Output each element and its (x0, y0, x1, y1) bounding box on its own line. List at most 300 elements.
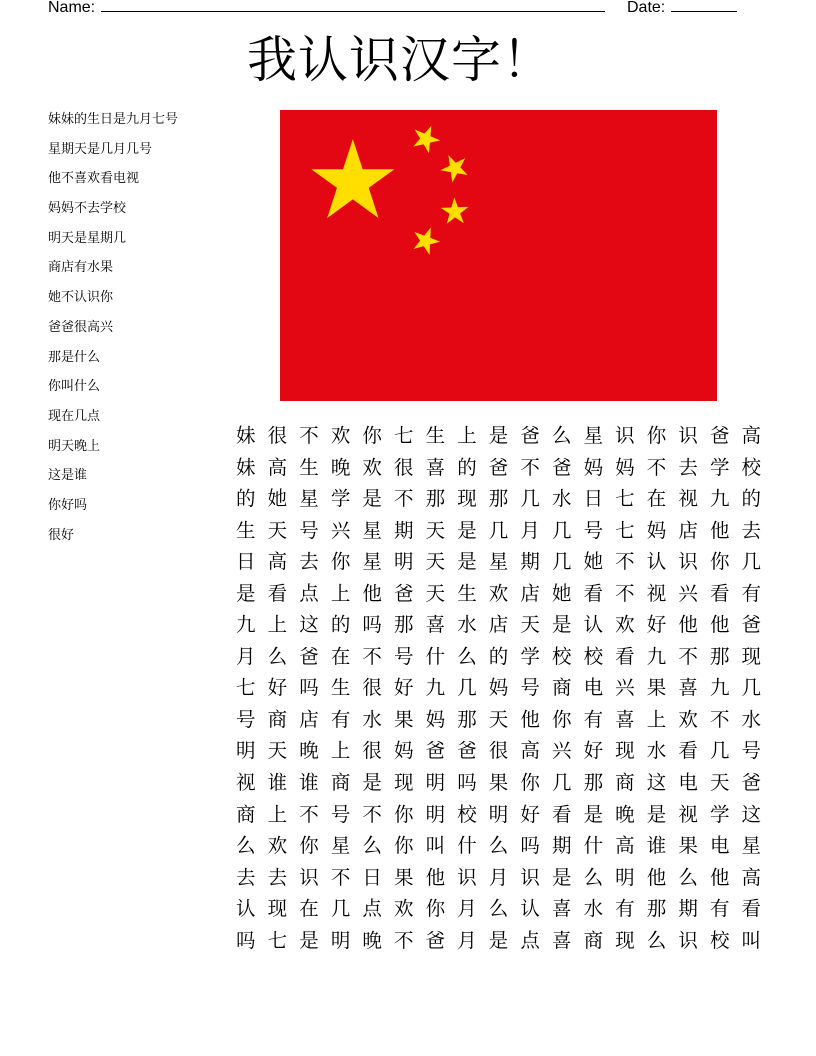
grid-cell[interactable]: 视 (236, 771, 256, 795)
grid-cell[interactable]: 认 (236, 897, 256, 921)
grid-cell[interactable]: 商 (330, 771, 351, 795)
grid-cell[interactable]: 的 (488, 644, 509, 668)
grid-cell[interactable]: 欢 (488, 581, 509, 605)
grid-cell[interactable]: 水 (583, 897, 604, 921)
grid-cell[interactable]: 晚 (299, 739, 319, 763)
grid-cell[interactable]: 爸 (709, 424, 730, 447)
grid-cell[interactable]: 的 (236, 487, 256, 511)
grid-cell[interactable]: 妈 (488, 676, 509, 700)
grid-cell[interactable]: 生 (330, 676, 351, 700)
grid-cell[interactable]: 商 (236, 802, 256, 826)
grid-cell[interactable]: 期 (520, 550, 540, 574)
grid-cell[interactable]: 么 (267, 644, 288, 668)
grid-cell[interactable]: 学 (709, 455, 730, 479)
grid-cell[interactable]: 七 (615, 518, 635, 542)
grid-cell[interactable]: 不 (520, 455, 540, 479)
grid-cell[interactable]: 星 (488, 550, 509, 574)
grid-cell[interactable]: 那 (488, 487, 509, 511)
grid-cell[interactable]: 点 (299, 581, 319, 605)
grid-cell[interactable]: 生 (236, 518, 256, 542)
grid-cell[interactable]: 九 (425, 676, 446, 700)
grid-cell[interactable]: 的 (741, 487, 762, 511)
grid-cell[interactable]: 商 (615, 771, 635, 795)
grid-cell[interactable]: 吗 (236, 928, 256, 952)
grid-cell[interactable]: 欢 (394, 897, 414, 921)
grid-cell[interactable]: 去 (236, 865, 256, 889)
grid-cell[interactable]: 号 (236, 707, 256, 731)
grid-cell[interactable]: 几 (488, 518, 509, 542)
grid-cell[interactable]: 喜 (425, 455, 446, 479)
grid-cell[interactable]: 么 (678, 865, 698, 889)
grid-cell[interactable]: 你 (520, 771, 540, 795)
grid-cell[interactable]: 不 (615, 581, 635, 605)
grid-cell[interactable]: 么 (488, 834, 509, 858)
grid-cell[interactable]: 是 (236, 581, 256, 605)
grid-cell[interactable]: 上 (457, 424, 477, 447)
grid-cell[interactable]: 期 (551, 834, 572, 858)
grid-cell[interactable]: 商 (267, 707, 288, 731)
grid-cell[interactable]: 视 (678, 802, 698, 826)
grid-cell[interactable]: 上 (646, 707, 667, 731)
grid-cell[interactable]: 星 (741, 834, 762, 858)
grid-cell[interactable]: 欢 (678, 707, 698, 731)
grid-cell[interactable]: 爸 (741, 771, 762, 795)
grid-cell[interactable]: 在 (330, 644, 351, 668)
grid-cell[interactable]: 期 (678, 897, 698, 921)
grid-cell[interactable]: 不 (615, 550, 635, 574)
grid-cell[interactable]: 欢 (615, 613, 635, 637)
grid-cell[interactable]: 七 (236, 676, 256, 700)
grid-cell[interactable]: 天 (425, 550, 446, 574)
grid-cell[interactable]: 叫 (741, 928, 762, 952)
grid-cell[interactable]: 看 (615, 644, 635, 668)
grid-cell[interactable]: 欢 (330, 424, 351, 447)
grid-cell[interactable]: 水 (551, 487, 572, 511)
grid-cell[interactable]: 电 (678, 771, 698, 795)
grid-cell[interactable]: 晚 (615, 802, 635, 826)
grid-cell[interactable]: 好 (646, 613, 667, 637)
grid-cell[interactable]: 现 (615, 928, 635, 952)
grid-cell[interactable]: 很 (394, 455, 414, 479)
grid-cell[interactable]: 天 (520, 613, 540, 637)
grid-cell[interactable]: 高 (741, 424, 762, 447)
grid-cell[interactable]: 看 (267, 581, 288, 605)
grid-cell[interactable]: 是 (583, 802, 604, 826)
grid-cell[interactable]: 他 (362, 581, 382, 605)
grid-cell[interactable]: 妈 (394, 739, 414, 763)
grid-cell[interactable]: 星 (583, 424, 604, 447)
grid-cell[interactable]: 爸 (551, 455, 572, 479)
grid-cell[interactable]: 几 (520, 487, 540, 511)
grid-cell[interactable]: 七 (267, 928, 288, 952)
grid-cell[interactable]: 星 (330, 834, 351, 858)
grid-cell[interactable]: 月 (457, 897, 477, 921)
grid-cell[interactable]: 七 (615, 487, 635, 511)
grid-cell[interactable]: 星 (362, 518, 382, 542)
grid-cell[interactable]: 号 (583, 518, 604, 542)
grid-cell[interactable]: 你 (394, 834, 414, 858)
grid-cell[interactable]: 视 (678, 487, 698, 511)
grid-cell[interactable]: 不 (362, 644, 382, 668)
grid-cell[interactable]: 果 (394, 865, 414, 889)
grid-cell[interactable]: 你 (646, 424, 667, 447)
grid-cell[interactable]: 月 (457, 928, 477, 952)
grid-cell[interactable]: 那 (583, 771, 604, 795)
grid-cell[interactable]: 这 (299, 613, 319, 637)
grid-cell[interactable]: 认 (520, 897, 540, 921)
grid-cell[interactable]: 爸 (425, 739, 446, 763)
grid-cell[interactable]: 电 (709, 834, 730, 858)
grid-cell[interactable]: 是 (362, 487, 382, 511)
grid-cell[interactable]: 么 (488, 897, 509, 921)
grid-cell[interactable]: 识 (457, 865, 477, 889)
grid-cell[interactable]: 什 (425, 644, 446, 668)
grid-cell[interactable]: 叫 (425, 834, 446, 858)
grid-cell[interactable]: 很 (267, 424, 288, 447)
grid-cell[interactable]: 他 (425, 865, 446, 889)
grid-cell[interactable]: 去 (741, 518, 762, 542)
grid-cell[interactable]: 你 (551, 707, 572, 731)
grid-cell[interactable]: 欢 (267, 834, 288, 858)
grid-cell[interactable]: 吗 (457, 771, 477, 795)
grid-cell[interactable]: 是 (362, 771, 382, 795)
grid-cell[interactable]: 妈 (583, 455, 604, 479)
grid-cell[interactable]: 兴 (678, 581, 698, 605)
grid-cell[interactable]: 不 (394, 487, 414, 511)
grid-cell[interactable]: 天 (267, 518, 288, 542)
grid-cell[interactable]: 妹 (236, 455, 256, 479)
word-list-item: 明天是星期几 (48, 230, 127, 246)
grid-cell[interactable]: 看 (583, 581, 604, 605)
grid-cell[interactable]: 不 (299, 802, 319, 826)
grid-cell[interactable]: 日 (236, 550, 256, 574)
grid-cell[interactable]: 水 (457, 613, 477, 637)
grid-cell[interactable]: 号 (299, 518, 319, 542)
grid-cell[interactable]: 去 (299, 550, 319, 574)
grid-cell[interactable]: 不 (646, 455, 667, 479)
grid-cell[interactable]: 好 (583, 739, 604, 763)
grid-cell[interactable]: 识 (615, 424, 635, 447)
grid-cell[interactable]: 九 (646, 644, 667, 668)
grid-cell[interactable]: 有 (330, 707, 351, 731)
grid-cell[interactable]: 商 (583, 928, 604, 952)
grid-cell[interactable]: 看 (741, 897, 762, 921)
grid-cell[interactable]: 店 (678, 518, 698, 542)
grid-cell[interactable]: 不 (709, 707, 730, 731)
grid-cell[interactable]: 那 (425, 487, 446, 511)
grid-cell[interactable]: 几 (741, 676, 762, 700)
grid-cell[interactable]: 兴 (615, 676, 635, 700)
grid-cell[interactable]: 明 (425, 802, 446, 826)
grid-cell[interactable]: 他 (709, 613, 730, 637)
grid-cell[interactable]: 点 (520, 928, 540, 952)
grid-cell[interactable]: 那 (394, 613, 414, 637)
grid-cell[interactable]: 好 (520, 802, 540, 826)
grid-cell[interactable]: 天 (425, 581, 446, 605)
grid-cell[interactable]: 是 (457, 518, 477, 542)
grid-cell[interactable]: 晚 (330, 455, 351, 479)
grid-cell[interactable]: 很 (362, 676, 382, 700)
grid-cell[interactable]: 有 (615, 897, 635, 921)
grid-cell[interactable]: 现 (267, 897, 288, 921)
grid-cell[interactable]: 他 (678, 613, 698, 637)
grid-cell[interactable]: 谁 (299, 771, 319, 795)
grid-cell[interactable]: 识 (520, 865, 540, 889)
grid-cell[interactable]: 水 (741, 707, 762, 731)
grid-cell[interactable]: 果 (646, 676, 667, 700)
grid-cell[interactable]: 天 (488, 707, 509, 731)
grid-cell[interactable]: 校 (551, 644, 572, 668)
grid-cell[interactable]: 妈 (425, 707, 446, 731)
grid-cell[interactable]: 你 (709, 550, 730, 574)
grid-cell[interactable]: 你 (330, 550, 351, 574)
grid-cell[interactable]: 什 (457, 834, 477, 858)
grid-cell[interactable]: 明 (488, 802, 509, 826)
grid-cell[interactable]: 七 (394, 424, 414, 447)
grid-cell[interactable]: 学 (520, 644, 540, 668)
grid-cell[interactable]: 看 (709, 581, 730, 605)
grid-cell[interactable]: 校 (583, 644, 604, 668)
grid-cell[interactable]: 九 (709, 487, 730, 511)
grid-cell[interactable]: 喜 (425, 613, 446, 637)
grid-cell[interactable]: 学 (330, 487, 351, 511)
grid-cell[interactable]: 认 (646, 550, 667, 574)
grid-cell[interactable]: 明 (330, 928, 351, 952)
grid-cell[interactable]: 几 (551, 518, 572, 542)
grid-cell[interactable]: 妈 (646, 518, 667, 542)
grid-cell[interactable]: 看 (551, 802, 572, 826)
grid-cell[interactable]: 天 (425, 518, 446, 542)
grid-cell[interactable]: 号 (394, 644, 414, 668)
grid-cell[interactable]: 明 (236, 739, 256, 763)
grid-row (230, 893, 767, 925)
grid-cell[interactable]: 是 (646, 802, 667, 826)
date-field[interactable] (627, 0, 737, 17)
grid-cell[interactable]: 那 (646, 897, 667, 921)
grid-cell[interactable]: 高 (741, 865, 762, 889)
name-field[interactable] (48, 0, 605, 17)
grid-cell[interactable]: 号 (330, 802, 351, 826)
grid-cell[interactable]: 视 (646, 581, 667, 605)
grid-cell[interactable]: 识 (678, 550, 698, 574)
grid-cell[interactable]: 星 (362, 550, 382, 574)
grid-cell[interactable]: 看 (678, 739, 698, 763)
grid-cell[interactable]: 上 (330, 581, 351, 605)
grid-cell[interactable]: 有 (709, 897, 730, 921)
grid-cell[interactable]: 高 (267, 550, 288, 574)
grid-cell[interactable]: 他 (520, 707, 540, 731)
grid-cell[interactable]: 你 (362, 424, 382, 447)
grid-cell[interactable]: 点 (362, 897, 382, 921)
grid-row (230, 830, 767, 862)
grid-cell[interactable]: 高 (267, 455, 288, 479)
grid-cell[interactable]: 水 (362, 707, 382, 731)
grid-cell[interactable]: 爸 (741, 613, 762, 637)
grid-cell[interactable]: 校 (709, 928, 730, 952)
grid-cell[interactable]: 九 (709, 676, 730, 700)
grid-cell[interactable]: 去 (678, 455, 698, 479)
grid-cell[interactable]: 现 (457, 487, 477, 511)
grid-cell[interactable]: 爸 (488, 455, 509, 479)
grid-cell[interactable]: 去 (267, 865, 288, 889)
grid-cell[interactable]: 喜 (551, 897, 572, 921)
grid-cell[interactable]: 几 (551, 550, 572, 574)
grid-cell[interactable]: 那 (457, 707, 477, 731)
grid-cell[interactable]: 现 (615, 739, 635, 763)
grid-cell[interactable]: 兴 (551, 739, 572, 763)
grid-cell[interactable]: 么 (646, 928, 667, 952)
grid-cell[interactable]: 是 (551, 865, 572, 889)
grid-cell[interactable]: 认 (583, 613, 604, 637)
grid-cell[interactable]: 你 (425, 897, 446, 921)
grid-cell[interactable]: 这 (646, 771, 667, 795)
grid-cell[interactable]: 明 (615, 865, 635, 889)
grid-cell[interactable]: 果 (488, 771, 509, 795)
grid-cell[interactable]: 月 (236, 644, 256, 668)
grid-cell[interactable]: 识 (678, 424, 698, 447)
grid-cell[interactable]: 爸 (457, 739, 477, 763)
grid-row (230, 799, 767, 831)
grid-row (230, 767, 767, 799)
grid-cell[interactable]: 天 (709, 771, 730, 795)
grid-cell[interactable]: 是 (457, 550, 477, 574)
grid-cell[interactable]: 么 (236, 834, 256, 858)
grid-cell[interactable]: 不 (394, 928, 414, 952)
grid-cell[interactable]: 晚 (362, 928, 382, 952)
grid-cell[interactable]: 号 (520, 676, 540, 700)
grid-cell[interactable]: 爸 (425, 928, 446, 952)
grid-cell[interactable]: 现 (741, 644, 762, 668)
grid-cell[interactable]: 么 (551, 424, 572, 447)
grid-cell[interactable]: 他 (709, 518, 730, 542)
grid-cell[interactable]: 妈 (615, 455, 635, 479)
grid-cell[interactable]: 兴 (330, 518, 351, 542)
grid-cell[interactable]: 妹 (236, 424, 256, 447)
grid-cell[interactable]: 她 (551, 581, 572, 605)
grid-cell[interactable]: 不 (678, 644, 698, 668)
grid-cell[interactable]: 是 (488, 928, 509, 952)
grid-cell[interactable]: 识 (299, 865, 319, 889)
grid-cell[interactable]: 校 (741, 455, 762, 479)
grid-cell[interactable]: 那 (709, 644, 730, 668)
grid-cell[interactable]: 上 (267, 802, 288, 826)
grid-cell[interactable]: 谁 (267, 771, 288, 795)
grid-cell[interactable]: 店 (299, 707, 319, 731)
grid-cell[interactable]: 的 (330, 613, 351, 637)
grid-cell[interactable]: 生 (457, 581, 477, 605)
grid-cell[interactable]: 他 (646, 865, 667, 889)
grid-cell[interactable]: 爸 (299, 644, 319, 668)
grid-cell[interactable]: 很 (362, 739, 382, 763)
grid-cell[interactable]: 不 (299, 424, 319, 447)
grid-cell[interactable]: 电 (583, 676, 604, 700)
grid-cell[interactable]: 是 (488, 424, 509, 447)
grid-cell[interactable]: 现 (394, 771, 414, 795)
grid-cell[interactable]: 她 (583, 550, 604, 574)
grid-cell[interactable]: 明 (425, 771, 446, 795)
grid-cell[interactable]: 九 (236, 613, 256, 637)
grid-cell[interactable]: 果 (678, 834, 698, 858)
grid-cell[interactable]: 欢 (362, 455, 382, 479)
grid-cell[interactable]: 谁 (646, 834, 667, 858)
grid-cell[interactable]: 你 (299, 834, 319, 858)
grid-cell[interactable]: 喜 (615, 707, 635, 731)
grid-cell[interactable]: 有 (583, 707, 604, 731)
grid-cell[interactable]: 吗 (362, 613, 382, 637)
grid-cell[interactable]: 号 (741, 739, 762, 763)
grid-cell[interactable]: 几 (709, 739, 730, 763)
grid-cell[interactable]: 店 (488, 613, 509, 637)
grid-cell[interactable]: 吗 (520, 834, 540, 858)
grid-cell[interactable]: 几 (741, 550, 762, 574)
grid-cell[interactable]: 什 (583, 834, 604, 858)
grid-cell[interactable]: 么 (457, 644, 477, 668)
grid-cell[interactable]: 不 (362, 802, 382, 826)
grid-cell[interactable]: 上 (330, 739, 351, 763)
grid-cell[interactable]: 识 (678, 928, 698, 952)
grid-cell[interactable]: 喜 (678, 676, 698, 700)
grid-cell[interactable]: 果 (394, 707, 414, 731)
grid-cell[interactable]: 生 (425, 424, 446, 447)
grid-cell[interactable]: 好 (394, 676, 414, 700)
grid-cell[interactable]: 很 (488, 739, 509, 763)
grid-cell[interactable]: 生 (299, 455, 319, 479)
name-blank-line[interactable] (101, 0, 605, 12)
grid-cell[interactable]: 月 (488, 865, 509, 889)
grid-cell[interactable]: 她 (267, 487, 288, 511)
grid-cell[interactable]: 星 (299, 487, 319, 511)
grid-cell[interactable]: 几 (330, 897, 351, 921)
grid-cell[interactable]: 水 (646, 739, 667, 763)
grid-cell[interactable]: 好 (267, 676, 288, 700)
grid-cell[interactable]: 么 (362, 834, 382, 858)
grid-cell[interactable]: 的 (457, 455, 477, 479)
grid-cell[interactable]: 不 (330, 865, 351, 889)
grid-cell[interactable]: 高 (520, 739, 540, 763)
grid-cell[interactable]: 在 (646, 487, 667, 511)
grid-cell[interactable]: 喜 (551, 928, 572, 952)
grid-cell[interactable]: 明 (394, 550, 414, 574)
grid-cell[interactable]: 商 (551, 676, 572, 700)
grid-cell[interactable]: 他 (709, 865, 730, 889)
grid-cell[interactable]: 天 (267, 739, 288, 763)
grid-cell[interactable]: 几 (457, 676, 477, 700)
grid-cell[interactable]: 你 (394, 802, 414, 826)
grid-cell[interactable]: 日 (362, 865, 382, 889)
grid-cell[interactable]: 是 (299, 928, 319, 952)
grid-cell[interactable]: 这 (741, 802, 762, 826)
grid-cell[interactable]: 期 (394, 518, 414, 542)
grid-cell[interactable]: 爸 (394, 581, 414, 605)
date-label: Date: (627, 0, 666, 16)
grid-cell[interactable]: 月 (520, 518, 540, 542)
grid-cell[interactable]: 在 (299, 897, 319, 921)
grid-cell[interactable]: 上 (267, 613, 288, 637)
china-flag-image (280, 110, 717, 401)
grid-cell[interactable]: 店 (520, 581, 540, 605)
grid-cell[interactable]: 么 (583, 865, 604, 889)
date-blank-line[interactable] (671, 0, 737, 12)
grid-cell[interactable]: 爸 (520, 424, 540, 447)
grid-cell[interactable]: 高 (615, 834, 635, 858)
grid-cell[interactable]: 吗 (299, 676, 319, 700)
grid-cell[interactable]: 几 (551, 771, 572, 795)
grid-cell[interactable]: 是 (551, 613, 572, 637)
grid-cell[interactable]: 学 (709, 802, 730, 826)
grid-cell[interactable]: 校 (457, 802, 477, 826)
grid-cell[interactable]: 有 (741, 581, 762, 605)
grid-cell[interactable]: 日 (583, 487, 604, 511)
